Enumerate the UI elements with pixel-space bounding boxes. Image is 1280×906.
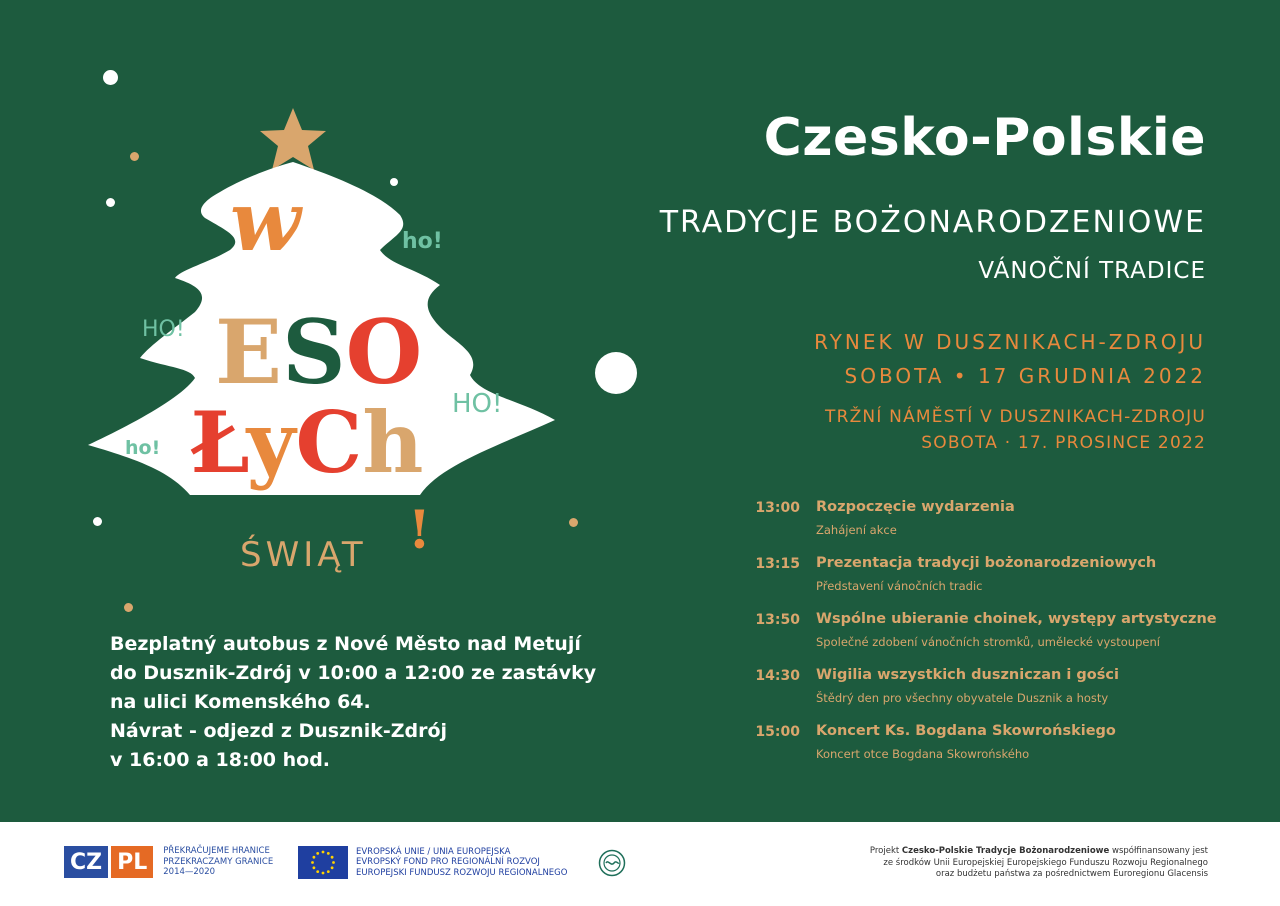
bus-line: Návrat - odjezd z Dusznik-Zdrój [110, 720, 448, 742]
tree-letter-l: Ł [190, 393, 247, 492]
schedule-time: 13:00 [755, 500, 800, 516]
schedule-item [754, 554, 1224, 610]
footer-note-project: Czesko-Polskie Tradycje Bożonarodzeniowe [901, 846, 1110, 856]
tree-ho-1: ho! [402, 229, 443, 254]
schedule-time: 14:30 [755, 668, 800, 684]
tree-letter-y: y [246, 393, 296, 492]
tree-ho-3: HO! [452, 389, 503, 419]
schedule-title: Rozpoczęcie wydarzenia [816, 499, 1015, 515]
subtitle-cz: VÁNOČNÍ TRADICE [978, 258, 1206, 284]
snow-dot [103, 70, 118, 85]
schedule-time: 15:00 [755, 724, 800, 740]
tree-letter-h: h [362, 393, 424, 492]
schedule-title: Koncert Ks. Bogdana Skowrońskiego [816, 723, 1116, 739]
czpl-line: PŘEKRAČUJEME HRANICE [163, 846, 270, 857]
tree-letter-w: w [230, 174, 301, 270]
tree-letter-o: O [345, 300, 423, 404]
tree-word-swiat: ŚWIĄT [240, 535, 367, 575]
czpl-logo [64, 846, 273, 878]
schedule-title: Wigilia wszystkich duszniczan i gości [816, 667, 1119, 683]
schedule-time: 13:15 [755, 556, 800, 572]
eu-line: EUROPEJSKI FUNDUSZ ROZWOJU REGIONALNEGO [356, 867, 568, 878]
schedule-subtitle: Koncert otce Bogdana Skowrońského [816, 747, 1030, 761]
eu-line: EVROPSKÁ UNIE / UNIA EUROPEJSKA [356, 846, 511, 857]
tree-word-lych [190, 393, 423, 492]
page-title: Czesko-Polskie [763, 108, 1206, 168]
tree-exclamation: ! [408, 500, 431, 561]
czpl-logo-cz: CZ [64, 846, 108, 878]
euroregion-glacensis-logo-icon [598, 849, 626, 877]
bus-line: v 16:00 a 18:00 hod. [110, 749, 331, 771]
tree-letter-e: E [215, 300, 283, 404]
eu-logo-text [356, 847, 567, 879]
schedule-title: Wspólne ubieranie choinek, występy artystyczne [816, 611, 1217, 627]
schedule-time: 13:50 [755, 612, 800, 628]
schedule [754, 498, 1224, 778]
schedule-subtitle: Představení vánočních tradic [816, 579, 983, 593]
subtitle-pl: TRADYCJE BOŻONARODZENIOWE [659, 205, 1206, 240]
place-pl-line2: SOBOTA • 17 GRUDNIA 2022 [844, 364, 1206, 388]
bus-info [110, 630, 596, 775]
star-icon [260, 108, 326, 170]
schedule-item [754, 722, 1224, 778]
eu-logo [298, 846, 567, 879]
tree-word-eso [215, 300, 422, 404]
christmas-tree-illustration [80, 100, 580, 590]
footer-note-prefix: Projekt [869, 846, 902, 856]
czpl-line: PRZEKRACZAMY GRANICE [163, 856, 274, 867]
place-pl-line1: RYNEK W DUSZNIKACH-ZDROJU [814, 330, 1206, 354]
tree-letter-c: C [295, 393, 363, 492]
footer-note [870, 846, 1208, 881]
schedule-item [754, 498, 1224, 554]
eu-stars-icon [298, 846, 348, 879]
bus-line: Bezplatný autobus z Nové Město nad Metují [110, 633, 581, 655]
footer-note-suffix: współfinansowany jest [1109, 846, 1208, 856]
footer-note-line2: ze środków Unii Europejskiej Europejskiego Funduszu Rozwoju Regionalnego [883, 857, 1208, 868]
schedule-title: Prezentacja tradycji bożonarodzeniowych [816, 555, 1157, 571]
schedule-item [754, 610, 1224, 666]
tree-ho-2: HO! [142, 317, 185, 342]
eu-line: EVROPSKÝ FOND PRO REGIONÁLNÍ ROZVOJ [356, 857, 540, 868]
czpl-logo-text [163, 846, 273, 878]
bus-line: na ulici Komenského 64. [110, 691, 371, 713]
czpl-line: 2014—2020 [163, 867, 216, 878]
place-cz-line1: TRŽNÍ NÁMĚSTÍ V DUSZNIKACH-ZDROJU [824, 407, 1206, 427]
place-cz-line2: SOBOTA · 17. PROSINCE 2022 [921, 433, 1206, 453]
schedule-subtitle: Společné zdobení vánočních stromků, umělecké vystoupení [816, 635, 1160, 649]
schedule-subtitle: Štědrý den pro všechny obyvatele Dusznik a hosty [816, 691, 1109, 705]
snow-dot [595, 352, 637, 394]
footer-note-line3: oraz budżetu państwa za pośrednictwem Euroregionu Glacensis [935, 869, 1208, 879]
eu-flag-icon [298, 846, 348, 879]
tree-letter-s: S [282, 300, 346, 404]
czpl-logo-pl: PL [111, 846, 153, 878]
tree-ho-4: ho! [125, 437, 161, 459]
snow-dot [124, 603, 133, 612]
schedule-subtitle: Zahájení akce [816, 523, 897, 537]
footer-note-line1 [870, 846, 1208, 858]
bus-line: do Dusznik-Zdrój v 10:00 a 12:00 ze zastávky [110, 662, 597, 684]
schedule-item [754, 666, 1224, 722]
